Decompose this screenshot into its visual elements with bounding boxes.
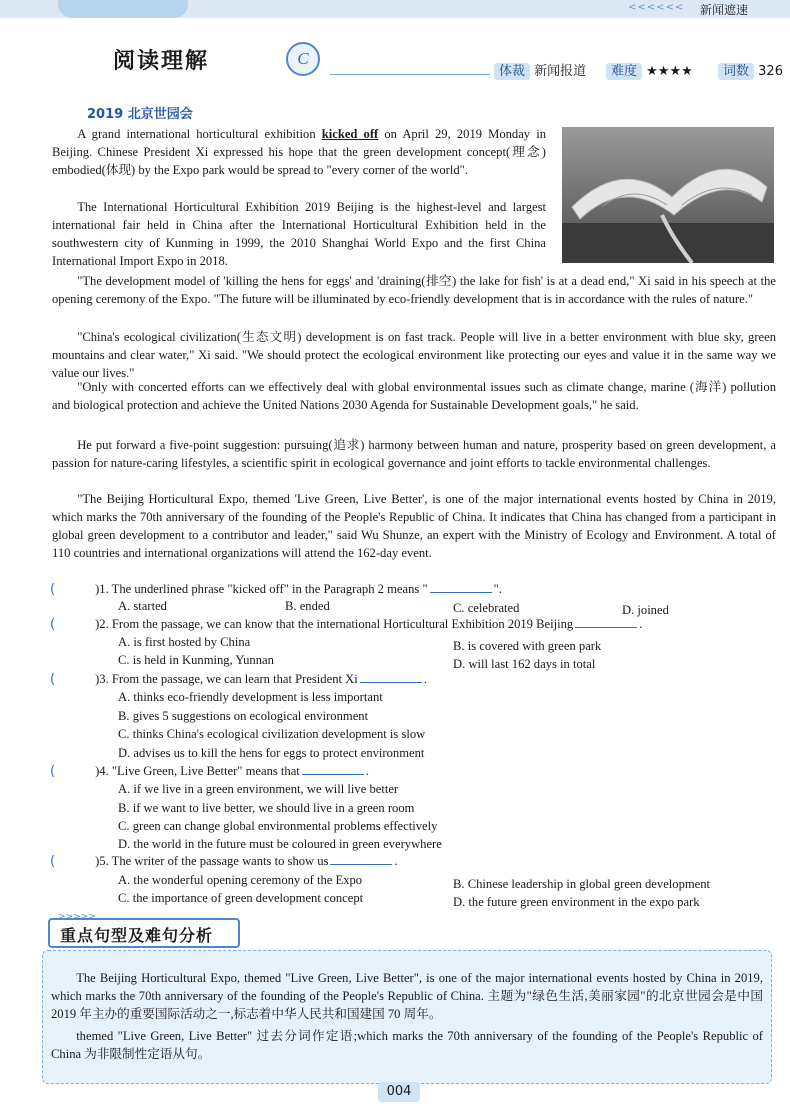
question-stem: From the passage, we can learn that President Xi (111, 672, 358, 686)
passage-badge: C (286, 42, 320, 76)
analysis-paragraph-2: themed "Live Green, Live Better" 过去分词作定语;which marks the 70th anniversary of the founding of the People's Republic of China 为非限制性定语从句。 (51, 1029, 763, 1061)
question-stem-end: . (639, 617, 643, 631)
answer-paren[interactable]: ( (50, 582, 56, 597)
p1-post: on April 29, 2019 Monday in Beijing. Chinese President Xi expressed his hope that the green development concept(理念) embodied(体现) by the Expo park would be spread to "every corner of the world". (52, 127, 547, 177)
answer-blank (302, 774, 364, 775)
q3-option-a[interactable]: A. thinks eco-friendly development is less important (118, 690, 383, 704)
analysis-panel (42, 950, 772, 1084)
paragraph-7: "The Beijing Horticultural Expo, themed 'Live Green, Live Better', is one of the major international events hosted by China in 2019, which marks the 70th anniversary of the founding of the People's Republic of China. It indicates that China has changed from a participant in global green development to a contributor and leader," said Wu Shunze, an expert with the Ministry of Ecology and Environment. A total of 110 countries and international organizations will attend the 162-day event. (52, 492, 776, 560)
passage-subtitle: 2019 北京世园会 (87, 107, 193, 122)
q4-option-a[interactable]: A. if we live in a green environment, we will live better (118, 782, 399, 796)
question-5 (50, 852, 398, 871)
genre-value: 新闻报道 (534, 64, 587, 79)
q2-option-d[interactable]: D. will last 162 days in total (453, 657, 596, 671)
question-number: )2. (95, 617, 109, 631)
paragraph-1 (52, 125, 546, 179)
q2-option-c[interactable]: C. is held in Kunming, Yunnan (118, 653, 274, 667)
question-2 (50, 615, 642, 634)
answer-blank (430, 592, 492, 593)
wordcount-value: 326 (758, 64, 783, 79)
difficulty-label: 难度 (606, 63, 642, 80)
genre-meta (494, 60, 586, 79)
question-number: )4. (95, 764, 109, 778)
q1-option-b[interactable]: B. ended (285, 599, 330, 613)
q4-option-c[interactable]: C. green can change global environmental problems effectively (118, 819, 438, 833)
q2-option-b[interactable]: B. is covered with green park (453, 639, 602, 653)
question-stem-end: . (423, 672, 427, 686)
section-heading-title: 重点句型及难句分析 (60, 926, 214, 945)
q3-option-b[interactable]: B. gives 5 suggestions on ecological environment (118, 709, 369, 723)
q3-option-d[interactable]: D. advises us to kill the hens for eggs to protect environment (118, 746, 425, 760)
question-stem: "Live Green, Live Better" means that (111, 764, 300, 778)
answer-paren[interactable]: ( (50, 617, 56, 632)
q5-option-b[interactable]: B. Chinese leadership in global green development (453, 877, 711, 891)
difficulty-stars: ★★★★ (646, 64, 693, 79)
page-title: 阅读理解 (113, 49, 210, 74)
wordcount-meta (718, 60, 783, 79)
genre-label: 体裁 (494, 63, 530, 80)
q1-option-d[interactable]: D. joined (622, 603, 669, 617)
question-number: )1. (95, 582, 109, 596)
answer-blank (330, 864, 392, 865)
wordcount-label: 词数 (718, 63, 754, 80)
series-logo (58, 0, 188, 18)
q4-option-b[interactable]: B. if we want to live better, we should live in a green room (118, 801, 415, 815)
q2-option-a[interactable]: A. is first hosted by China (118, 635, 251, 649)
answer-paren[interactable]: ( (50, 854, 56, 869)
analysis-paragraph-1: The Beijing Horticultural Expo, themed "Live Green, Live Better", is one of the major international events hosted by China in 2019, which marks the 70th anniversary of the founding of the People's Republic of China. 主题为"绿色生活,美丽家园"的北京世园会是中国 2019 年主办的重要国际活动之一,标志着中华人民共和国建国 70 周年。 (51, 971, 763, 1021)
section-name: 新闻遮速 (700, 3, 749, 17)
answer-paren[interactable]: ( (50, 672, 56, 687)
question-number: )5. (95, 854, 109, 868)
q5-option-a[interactable]: A. the wonderful opening ceremony of the Expo (118, 873, 363, 887)
paragraph-2: The International Horticultural Exhibition 2019 Beijing is the highest-level and largest international fair held in China after the International Horticultural Exhibition held in the southwestern city of Kunming in 1999, the 2010 Shanghai World Expo and the first China International Import Expo in 2018. (52, 200, 546, 268)
arrow-decoration: <<<<<< (628, 2, 685, 13)
question-stem-end: . (394, 854, 398, 868)
page-header (0, 38, 790, 84)
q5-option-d[interactable]: D. the future green environment in the expo park (453, 895, 700, 909)
section-heading (48, 914, 248, 944)
question-4 (50, 762, 369, 781)
expo-photo (562, 127, 774, 263)
paragraph-5: "Only with concerted efforts can we effectively deal with global environmental issues such as climate change, marine (海洋) pollution and biological protection and achieve the United Nations 2030 Agenda for Sustainable Development goals," he said. (52, 380, 776, 412)
q5-option-c[interactable]: C. the importance of green development concept (118, 891, 364, 905)
question-stem: The writer of the passage wants to show us (111, 854, 329, 868)
answer-blank (360, 682, 422, 683)
question-number: )3. (95, 672, 109, 686)
question-stem: The underlined phrase "kicked off" in the Paragraph 2 means " (111, 582, 428, 596)
paragraph-6: He put forward a five-point suggestion: pursuing(追求) harmony between human and nature, prosperity based on green development, a passion for nature-caring lifestyles, a scientific spirit in ecological governance and joint efforts to tackle environmental challenges. (52, 438, 776, 470)
question-stem: From the passage, we can know that the international Horticultural Exhibition 2019 Beijing (111, 617, 574, 631)
answer-blank (575, 627, 637, 628)
header-rule (330, 74, 490, 75)
page-number: 004 (378, 1082, 420, 1102)
paragraph-4: "China's ecological civilization(生态文明) development is on fast track. People will live in a better environment with blue sky, green mountains and clear water," Xi said. "We should protect the ecological environment like protecting our eyes and value it in the same way we value our lives." (52, 330, 776, 380)
top-strip (0, 0, 790, 18)
q4-option-d[interactable]: D. the world in the future must be coloured in green everywhere (118, 837, 442, 851)
q1-option-a[interactable]: A. started (118, 599, 167, 613)
question-stem-end: . (365, 764, 369, 778)
question-stem-end: ". (493, 582, 502, 596)
paragraph-3: "The development model of 'killing the hens for eggs' and 'draining(排空) the lake for fish' is at a dead end," Xi said in his speech at the opening ceremony of the Expo. "The future will be illuminated by eco-friendly development that is in accordance with the rules of nature." (52, 274, 776, 306)
difficulty-meta (606, 60, 693, 79)
heading-arrow-decoration: >>>>> (58, 912, 96, 922)
q1-option-c[interactable]: C. celebrated (453, 601, 520, 615)
underlined-phrase: kicked off (321, 127, 379, 141)
q3-option-c[interactable]: C. thinks China's ecological civilization development is slow (118, 727, 426, 741)
answer-paren[interactable]: ( (50, 764, 56, 779)
p1-pre: A grand international horticultural exhibition (77, 127, 322, 141)
question-3 (50, 670, 427, 689)
